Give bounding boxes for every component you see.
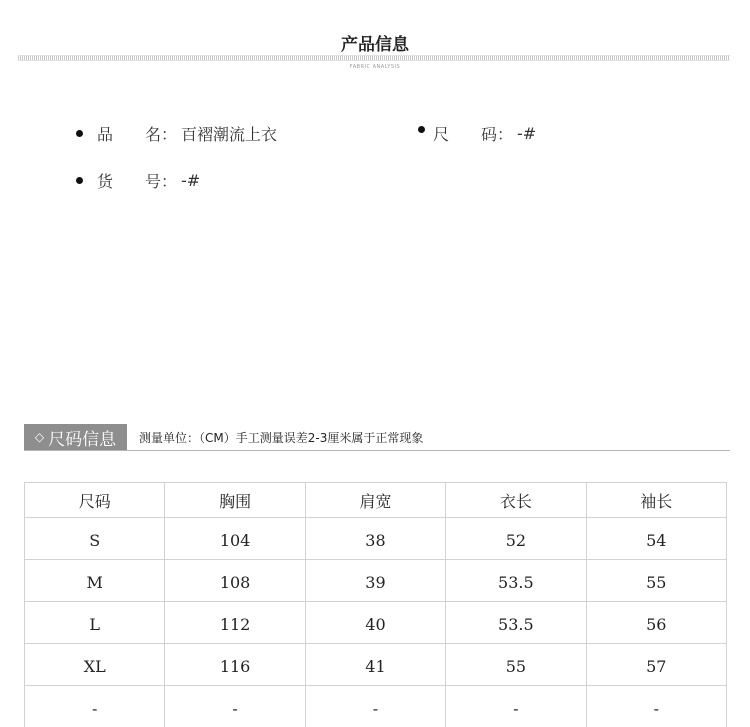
size-section-divider — [24, 450, 730, 451]
table-cell: 54 — [586, 518, 726, 560]
measurement-note: 测量单位：（CM）手工测量误差2-3厘米属于正常现象 — [139, 429, 423, 446]
table-row — [25, 560, 727, 602]
size-table — [24, 482, 727, 727]
table-cell: 116 — [165, 644, 305, 686]
table-cell: 56 — [586, 602, 726, 644]
info-value-code: -# — [181, 171, 200, 190]
table-cell: M — [25, 560, 165, 602]
table-cell: - — [446, 686, 586, 727]
info-label-size-a: 尺 — [433, 122, 481, 145]
table-cell: - — [165, 686, 305, 727]
table-cell: - — [25, 686, 165, 727]
info-label-name-b: 名： — [145, 122, 177, 145]
column-header: 衣长 — [446, 483, 586, 518]
table-cell: 39 — [305, 560, 445, 602]
column-header: 尺码 — [25, 483, 165, 518]
table-row — [25, 602, 727, 644]
section-title-product-info: 产品信息 — [0, 30, 750, 58]
info-value-size: -# — [517, 124, 536, 143]
table-cell: 53.5 — [446, 560, 586, 602]
table-cell: 41 — [305, 644, 445, 686]
table-cell: 57 — [586, 644, 726, 686]
table-cell: S — [25, 518, 165, 560]
info-value-name: 百褶潮流上衣 — [181, 122, 277, 145]
table-cell: L — [25, 602, 165, 644]
info-item-size — [418, 122, 536, 145]
table-cell: 38 — [305, 518, 445, 560]
bullet-icon — [76, 130, 83, 137]
size-info-heading-label: 尺码信息 — [48, 425, 116, 450]
diamond-icon: ◇ — [35, 430, 44, 444]
info-item-name — [76, 122, 277, 145]
table-cell: 112 — [165, 602, 305, 644]
column-header: 肩宽 — [305, 483, 445, 518]
table-cell: 55 — [446, 644, 586, 686]
title-divider — [18, 55, 730, 61]
table-row — [25, 686, 727, 727]
info-label-code-a: 货 — [97, 169, 145, 192]
table-cell: - — [586, 686, 726, 727]
bullet-icon — [418, 126, 425, 133]
table-cell: 40 — [305, 602, 445, 644]
column-header: 胸围 — [165, 483, 305, 518]
table-row — [25, 518, 727, 560]
table-cell: 104 — [165, 518, 305, 560]
info-label-code-b: 号： — [145, 169, 177, 192]
info-item-code — [76, 169, 200, 192]
table-cell: XL — [25, 644, 165, 686]
info-label-size-b: 码： — [481, 122, 513, 145]
table-cell: 108 — [165, 560, 305, 602]
column-header: 袖长 — [586, 483, 726, 518]
size-info-heading — [24, 424, 127, 450]
table-cell: 53.5 — [446, 602, 586, 644]
info-label-name-a: 品 — [97, 122, 145, 145]
table-cell: - — [305, 686, 445, 727]
bullet-icon — [76, 177, 83, 184]
section-subtitle: FABRIC ANALYSIS — [0, 64, 750, 70]
table-cell: 52 — [446, 518, 586, 560]
table-row — [25, 644, 727, 686]
table-cell: 55 — [586, 560, 726, 602]
table-header-row — [25, 483, 727, 518]
